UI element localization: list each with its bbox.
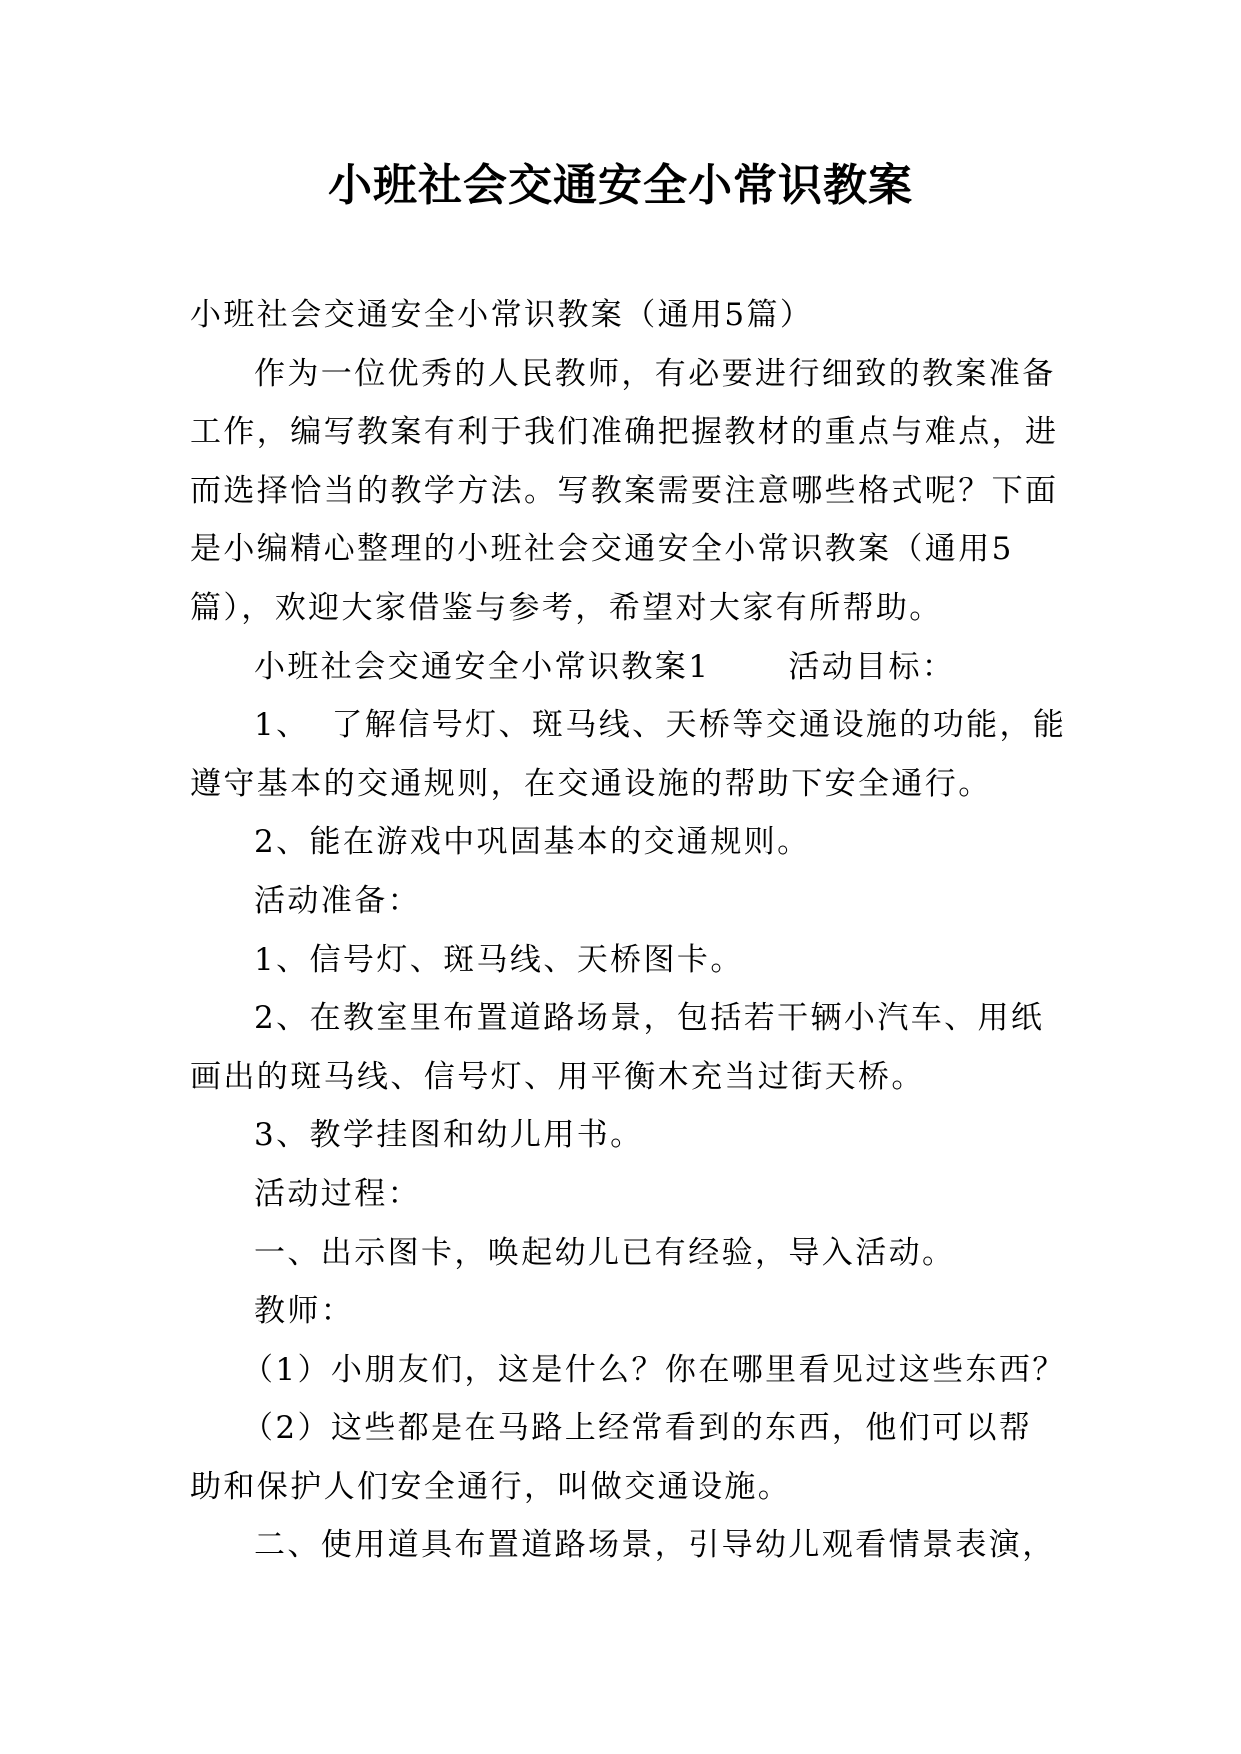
- speaker-line: 教师：: [254, 1293, 355, 1330]
- paragraph-line: 篇），欢迎大家借鉴与参考，希望对大家有所帮助。: [190, 589, 943, 626]
- list-marker: 1、: [254, 707, 310, 744]
- question-line: （1）小朋友们，这是什么？你在哪里看见过这些东西？: [242, 1351, 1066, 1388]
- section-heading-line: [190, 638, 1070, 697]
- subtitle-line: 小班社会交通安全小常识教案（通用5篇）: [190, 297, 814, 333]
- list-item-line: [190, 696, 1070, 755]
- section-heading-line: 活动准备：: [254, 882, 421, 919]
- document-body: [190, 286, 1070, 1575]
- list-item-line: 3、教学挂图和幼儿用书。: [254, 1117, 644, 1154]
- question-line: （2）这些都是在马路上经常看到的东西，他们可以帮: [242, 1410, 1033, 1447]
- list-item-line: 1、信号灯、斑马线、天桥图卡。: [254, 941, 744, 978]
- paragraph-line: 助和保护人们安全通行，叫做交通设施。: [190, 1468, 792, 1505]
- list-item-text: 了解信号灯、斑马线、天桥等交通设施的功能，能: [331, 707, 1067, 744]
- paragraph-line: 而选择恰当的教学方法。写教案需要注意哪些格式呢？下面: [190, 472, 1059, 509]
- paragraph-line: 画出的斑马线、信号灯、用平衡木充当过街天桥。: [190, 1058, 925, 1095]
- paragraph-line: 遵守基本的交通规则，在交通设施的帮助下安全通行。: [190, 765, 992, 802]
- paragraph-line: 工作，编写教案有利于我们准确把握教材的重点与难点，进: [190, 414, 1059, 451]
- paragraph-line: 作为一位优秀的人民教师，有必要进行细致的教案准备: [254, 355, 1056, 392]
- step-line: 二、使用道具布置道路场景，引导幼儿观看情景表演，: [254, 1527, 1056, 1564]
- paragraph-line: 是小编精心整理的小班社会交通安全小常识教案（通用5: [190, 531, 1014, 568]
- list-item-line: 2、在教室里布置道路场景，包括若干辆小汽车、用纸: [254, 1000, 1045, 1037]
- section-heading-line: 活动过程：: [254, 1175, 421, 1212]
- section-heading: 小班社会交通安全小常识教案1: [254, 648, 711, 685]
- list-item-line: 2、能在游戏中巩固基本的交通规则。: [254, 824, 811, 861]
- activity-goals-heading: 活动目标：: [788, 648, 956, 685]
- step-line: 一、出示图卡，唤起幼儿已有经验，导入活动。: [254, 1234, 956, 1271]
- document-title: 小班社会交通安全小常识教案: [328, 160, 913, 211]
